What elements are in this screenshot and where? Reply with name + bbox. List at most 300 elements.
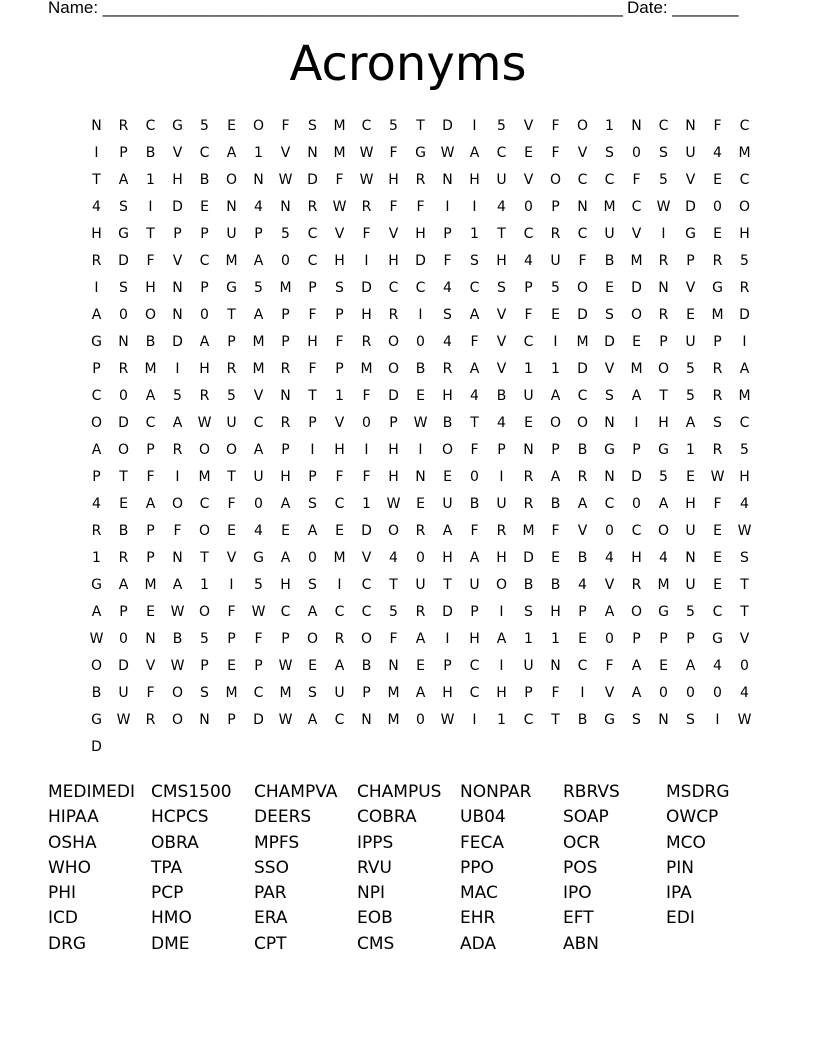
grid-letter: P — [281, 306, 290, 323]
word-list-item: HMO — [151, 908, 192, 929]
grid-letter: W — [359, 171, 374, 188]
grid-letter: A — [307, 603, 318, 620]
grid-letter: F — [362, 468, 371, 485]
grid-letter: F — [551, 684, 560, 701]
grid-letter: O — [198, 441, 211, 458]
grid-letter: S — [605, 306, 614, 323]
grid-letter: H — [307, 333, 318, 350]
grid-letter: I — [580, 684, 585, 701]
grid-letter: I — [364, 252, 369, 269]
grid-letter: R — [712, 441, 723, 458]
grid-letter: 1 — [335, 387, 344, 404]
grid-letter: U — [496, 495, 507, 512]
grid-letter: 0 — [416, 711, 425, 728]
grid-letter: S — [659, 144, 668, 161]
grid-letter: M — [333, 549, 346, 566]
grid-letter: R — [361, 333, 372, 350]
grid-letter: C — [496, 144, 507, 161]
word-list-item: OWCP — [666, 807, 719, 828]
grid-letter: D — [631, 279, 642, 296]
grid-letter: E — [281, 522, 290, 539]
grid-letter: V — [604, 576, 615, 593]
grid-letter: V — [334, 414, 345, 431]
grid-letter: N — [280, 387, 291, 404]
grid-letter: T — [200, 549, 209, 566]
grid-letter: F — [173, 522, 182, 539]
grid-letter: F — [146, 468, 155, 485]
grid-letter: W — [413, 414, 428, 431]
grid-letter: C — [91, 387, 102, 404]
grid-letter: D — [631, 468, 642, 485]
grid-letter: U — [685, 144, 696, 161]
grid-letter: D — [388, 387, 399, 404]
grid-letter: V — [280, 144, 291, 161]
grid-letter: W — [656, 198, 671, 215]
grid-letter: D — [307, 171, 318, 188]
grid-letter: H — [496, 252, 507, 269]
grid-letter: H — [496, 549, 507, 566]
grid-letter: O — [387, 360, 400, 377]
date-field-label: Date: _______ — [627, 0, 739, 17]
grid-letter: P — [227, 333, 236, 350]
grid-letter: 0 — [254, 495, 263, 512]
grid-letter: 4 — [254, 522, 263, 539]
word-list-item: OCR — [563, 832, 601, 853]
grid-letter: 0 — [362, 414, 371, 431]
grid-letter: P — [281, 441, 290, 458]
grid-letter: I — [175, 468, 180, 485]
grid-letter: V — [253, 387, 264, 404]
grid-letter: 1 — [254, 144, 263, 161]
grid-letter: P — [686, 252, 695, 269]
grid-letter: C — [739, 414, 750, 431]
grid-letter: C — [577, 657, 588, 674]
grid-letter: C — [307, 252, 318, 269]
grid-letter: V — [739, 630, 750, 647]
grid-letter: 1 — [524, 630, 533, 647]
grid-letter: A — [739, 360, 750, 377]
grid-letter: M — [603, 198, 616, 215]
grid-letter: A — [631, 684, 642, 701]
grid-letter: P — [119, 144, 128, 161]
grid-letter: P — [443, 225, 452, 242]
grid-letter: M — [198, 468, 211, 485]
grid-letter: S — [632, 711, 641, 728]
grid-letter: N — [577, 198, 588, 215]
grid-letter: 1 — [686, 441, 695, 458]
grid-letter: B — [550, 495, 561, 512]
grid-letter: R — [118, 360, 129, 377]
grid-letter: P — [200, 279, 209, 296]
grid-letter: 4 — [659, 549, 668, 566]
grid-letter: W — [359, 144, 374, 161]
grid-letter: 4 — [524, 252, 533, 269]
grid-letter: A — [145, 495, 156, 512]
grid-letter: W — [116, 711, 131, 728]
grid-letter: B — [118, 522, 129, 539]
grid-letter: 1 — [92, 549, 101, 566]
grid-letter: D — [577, 306, 588, 323]
grid-letter: V — [604, 684, 615, 701]
grid-letter: F — [632, 171, 641, 188]
grid-letter: A — [469, 306, 480, 323]
grid-letter: T — [551, 711, 560, 728]
grid-letter: V — [631, 225, 642, 242]
grid-letter: 4 — [713, 657, 722, 674]
grid-letter: C — [388, 279, 399, 296]
word-list-item: HIPAA — [48, 807, 99, 828]
grid-letter: 0 — [200, 306, 209, 323]
grid-letter: 1 — [524, 360, 533, 377]
grid-letter: N — [199, 711, 210, 728]
grid-letter: T — [740, 576, 749, 593]
grid-letter: 1 — [551, 630, 560, 647]
grid-letter: U — [226, 225, 237, 242]
grid-letter: S — [686, 711, 695, 728]
grid-letter: P — [200, 225, 209, 242]
grid-letter: 0 — [308, 549, 317, 566]
grid-letter: C — [334, 603, 345, 620]
grid-letter: R — [118, 549, 129, 566]
grid-letter: R — [415, 171, 426, 188]
grid-letter: I — [310, 441, 315, 458]
grid-letter: P — [632, 441, 641, 458]
grid-letter: P — [713, 333, 722, 350]
grid-letter: P — [470, 603, 479, 620]
grid-letter: W — [440, 711, 455, 728]
grid-letter: U — [523, 657, 534, 674]
grid-letter: O — [306, 630, 319, 647]
grid-letter: D — [739, 306, 750, 323]
grid-letter: S — [308, 684, 317, 701]
grid-letter: P — [92, 468, 101, 485]
grid-letter: 4 — [92, 495, 101, 512]
grid-letter: O — [576, 279, 589, 296]
grid-letter: R — [442, 360, 453, 377]
grid-letter: U — [604, 225, 615, 242]
grid-letter: A — [280, 549, 291, 566]
grid-letter: W — [332, 198, 347, 215]
grid-letter: 4 — [443, 333, 452, 350]
grid-letter: G — [658, 603, 669, 620]
grid-letter: C — [199, 144, 210, 161]
grid-letter: O — [576, 414, 589, 431]
grid-letter: H — [334, 252, 345, 269]
grid-letter: H — [739, 225, 750, 242]
grid-letter: I — [337, 576, 342, 593]
grid-letter: C — [631, 198, 642, 215]
grid-letter: F — [146, 252, 155, 269]
grid-letter: 0 — [416, 549, 425, 566]
grid-letter: 5 — [551, 279, 560, 296]
grid-letter: M — [225, 684, 238, 701]
word-list-item: ADA — [460, 933, 497, 954]
grid-letter: A — [172, 576, 183, 593]
grid-letter: P — [362, 684, 371, 701]
grid-letter: V — [172, 144, 183, 161]
word-list-item: IPO — [563, 883, 592, 904]
grid-letter: S — [497, 279, 506, 296]
word-list-item: RBRVS — [563, 782, 620, 802]
grid-letter: R — [91, 522, 102, 539]
grid-letter: P — [443, 657, 452, 674]
grid-letter: E — [227, 117, 236, 134]
grid-letter: M — [360, 360, 373, 377]
word-list-item: MPFS — [254, 832, 300, 853]
grid-letter: I — [742, 333, 747, 350]
grid-letter: O — [171, 711, 184, 728]
grid-letter: C — [307, 225, 318, 242]
grid-letter: F — [308, 306, 317, 323]
grid-letter: A — [172, 414, 183, 431]
grid-letter: F — [362, 387, 371, 404]
grid-letter: F — [470, 333, 479, 350]
word-list-item: NONPAR — [460, 782, 532, 802]
grid-letter: R — [307, 198, 318, 215]
word-list-item: RVU — [357, 857, 392, 878]
grid-letter: W — [440, 144, 455, 161]
grid-letter: P — [308, 279, 317, 296]
grid-letter: G — [253, 549, 264, 566]
grid-letter: 0 — [524, 198, 533, 215]
grid-letter: R — [658, 252, 669, 269]
grid-letter: B — [577, 441, 588, 458]
grid-letter: H — [685, 495, 696, 512]
grid-letter: C — [523, 333, 534, 350]
grid-letter: E — [713, 522, 722, 539]
grid-letter: A — [145, 387, 156, 404]
grid-letter: E — [416, 387, 425, 404]
grid-letter: O — [630, 306, 643, 323]
grid-letter: T — [227, 468, 236, 485]
grid-letter: C — [145, 414, 156, 431]
grid-letter: 5 — [200, 630, 209, 647]
grid-letter: F — [227, 495, 236, 512]
grid-letter: O — [117, 441, 130, 458]
grid-letter: F — [389, 630, 398, 647]
word-list-item: CHAMPVA — [254, 782, 338, 802]
grid-letter: B — [523, 576, 534, 593]
grid-letter: R — [361, 198, 372, 215]
grid-letter: N — [118, 333, 129, 350]
grid-letter: U — [415, 576, 426, 593]
grid-letter: U — [523, 387, 534, 404]
grid-letter: D — [172, 198, 183, 215]
grid-letter: O — [738, 198, 751, 215]
page-title: Acronyms — [289, 36, 527, 92]
grid-letter: A — [91, 603, 102, 620]
grid-letter: I — [499, 468, 504, 485]
grid-letter: D — [577, 360, 588, 377]
word-list — [48, 780, 769, 957]
grid-letter: N — [253, 171, 264, 188]
grid-letter: C — [658, 117, 669, 134]
grid-letter: A — [307, 522, 318, 539]
grid-letter: P — [659, 630, 668, 647]
grid-letter: W — [170, 603, 185, 620]
grid-letter: E — [524, 414, 533, 431]
grid-letter: F — [335, 468, 344, 485]
grid-letter: A — [226, 144, 237, 161]
grid-letter: D — [172, 333, 183, 350]
grid-letter: F — [443, 252, 452, 269]
grid-letter: C — [739, 117, 750, 134]
grid-letter: F — [551, 522, 560, 539]
grid-letter: F — [389, 144, 398, 161]
grid-letter: 4 — [740, 684, 749, 701]
grid-letter: 5 — [173, 387, 182, 404]
grid-letter: D — [118, 252, 129, 269]
grid-letter: O — [171, 495, 184, 512]
grid-letter: P — [578, 603, 587, 620]
grid-letter: I — [175, 360, 180, 377]
grid-letter: G — [685, 225, 696, 242]
grid-letter: S — [119, 279, 128, 296]
grid-letter: D — [442, 603, 453, 620]
grid-letter: 4 — [497, 198, 506, 215]
grid-letter: N — [172, 279, 183, 296]
grid-letter: B — [550, 576, 561, 593]
grid-letter: A — [253, 441, 264, 458]
grid-letter: H — [550, 603, 561, 620]
grid-letter: E — [524, 144, 533, 161]
grid-letter: C — [253, 684, 264, 701]
grid-letter: R — [415, 603, 426, 620]
grid-letter: B — [496, 387, 507, 404]
grid-letter: 5 — [200, 117, 209, 134]
grid-letter: E — [551, 306, 560, 323]
grid-letter: P — [119, 603, 128, 620]
grid-letter: M — [738, 144, 751, 161]
grid-letter: 4 — [740, 495, 749, 512]
grid-letter: E — [713, 225, 722, 242]
grid-letter: 5 — [497, 117, 506, 134]
grid-letter: A — [604, 603, 615, 620]
grid-letter: O — [225, 171, 238, 188]
grid-letter: B — [577, 549, 588, 566]
grid-letter: W — [737, 522, 752, 539]
grid-letter: 1 — [551, 360, 560, 377]
grid-letter: M — [387, 711, 400, 728]
grid-letter: B — [145, 333, 156, 350]
grid-letter: I — [634, 414, 639, 431]
grid-letter: 5 — [740, 441, 749, 458]
grid-letter: 0 — [416, 333, 425, 350]
grid-letter: P — [146, 522, 155, 539]
grid-letter: E — [551, 549, 560, 566]
grid-letter: A — [685, 414, 696, 431]
grid-letter: O — [198, 603, 211, 620]
grid-letter: A — [253, 306, 264, 323]
grid-letter: D — [523, 549, 534, 566]
word-list-item: CMS1500 — [151, 782, 232, 802]
grid-letter: N — [658, 711, 669, 728]
grid-letter: U — [685, 522, 696, 539]
grid-letter: U — [685, 333, 696, 350]
grid-letter: T — [119, 468, 128, 485]
word-list-item: WHO — [48, 857, 91, 878]
grid-letter: A — [658, 495, 669, 512]
word-list-item: TPA — [151, 857, 183, 878]
grid-letter: C — [361, 603, 372, 620]
grid-letter: V — [172, 252, 183, 269]
grid-letter: 1 — [605, 117, 614, 134]
grid-letter: R — [712, 252, 723, 269]
grid-letter: 5 — [740, 252, 749, 269]
grid-letter: U — [496, 171, 507, 188]
grid-letter: N — [415, 468, 426, 485]
word-list-item: PHI — [48, 883, 77, 904]
grid-letter: A — [496, 630, 507, 647]
grid-letter: C — [199, 252, 210, 269]
grid-letter: A — [631, 387, 642, 404]
grid-letter: R — [145, 711, 156, 728]
grid-letter: P — [335, 360, 344, 377]
word-list-item: FECA — [460, 832, 505, 853]
grid-letter: M — [630, 360, 643, 377]
grid-letter: 4 — [254, 198, 263, 215]
grid-letter: G — [604, 711, 615, 728]
grid-letter: 4 — [470, 387, 479, 404]
grid-letter: N — [388, 657, 399, 674]
grid-letter: B — [469, 495, 480, 512]
grid-letter: G — [604, 441, 615, 458]
grid-letter: T — [308, 387, 317, 404]
grid-letter: D — [361, 522, 372, 539]
grid-letter: P — [524, 279, 533, 296]
grid-letter: V — [388, 225, 399, 242]
grid-letter: P — [524, 684, 533, 701]
grid-letter: P — [632, 630, 641, 647]
grid-letter: 5 — [686, 603, 695, 620]
grid-letter: M — [630, 252, 643, 269]
grid-letter: F — [362, 225, 371, 242]
grid-letter: V — [145, 657, 156, 674]
grid-letter: D — [685, 198, 696, 215]
grid-letter: R — [91, 252, 102, 269]
grid-letter: I — [661, 225, 666, 242]
word-list-item: ICD — [48, 908, 78, 929]
grid-letter: B — [145, 144, 156, 161]
grid-letter: A — [118, 576, 129, 593]
grid-letter: C — [577, 387, 588, 404]
grid-letter: P — [92, 360, 101, 377]
grid-letter: 0 — [632, 144, 641, 161]
grid-letter: 5 — [254, 576, 263, 593]
grid-letter: I — [445, 198, 450, 215]
grid-letter: M — [657, 576, 670, 593]
grid-letter: F — [281, 117, 290, 134]
grid-letter: H — [199, 360, 210, 377]
grid-letter: W — [278, 711, 293, 728]
grid-letter: V — [604, 360, 615, 377]
grid-letter: 1 — [497, 711, 506, 728]
grid-letter: I — [472, 198, 477, 215]
grid-letter: D — [361, 279, 372, 296]
grid-letter: N — [307, 144, 318, 161]
grid-letter: C — [604, 171, 615, 188]
grid-letter: 1 — [146, 171, 155, 188]
grid-letter: 0 — [119, 306, 128, 323]
grid-letter: G — [712, 279, 723, 296]
word-list-item: EHR — [460, 908, 496, 929]
grid-letter: M — [711, 306, 724, 323]
grid-letter: I — [472, 117, 477, 134]
grid-letter: V — [523, 171, 534, 188]
grid-letter: E — [632, 333, 641, 350]
grid-letter: P — [686, 630, 695, 647]
word-list-item: DEERS — [254, 807, 312, 828]
